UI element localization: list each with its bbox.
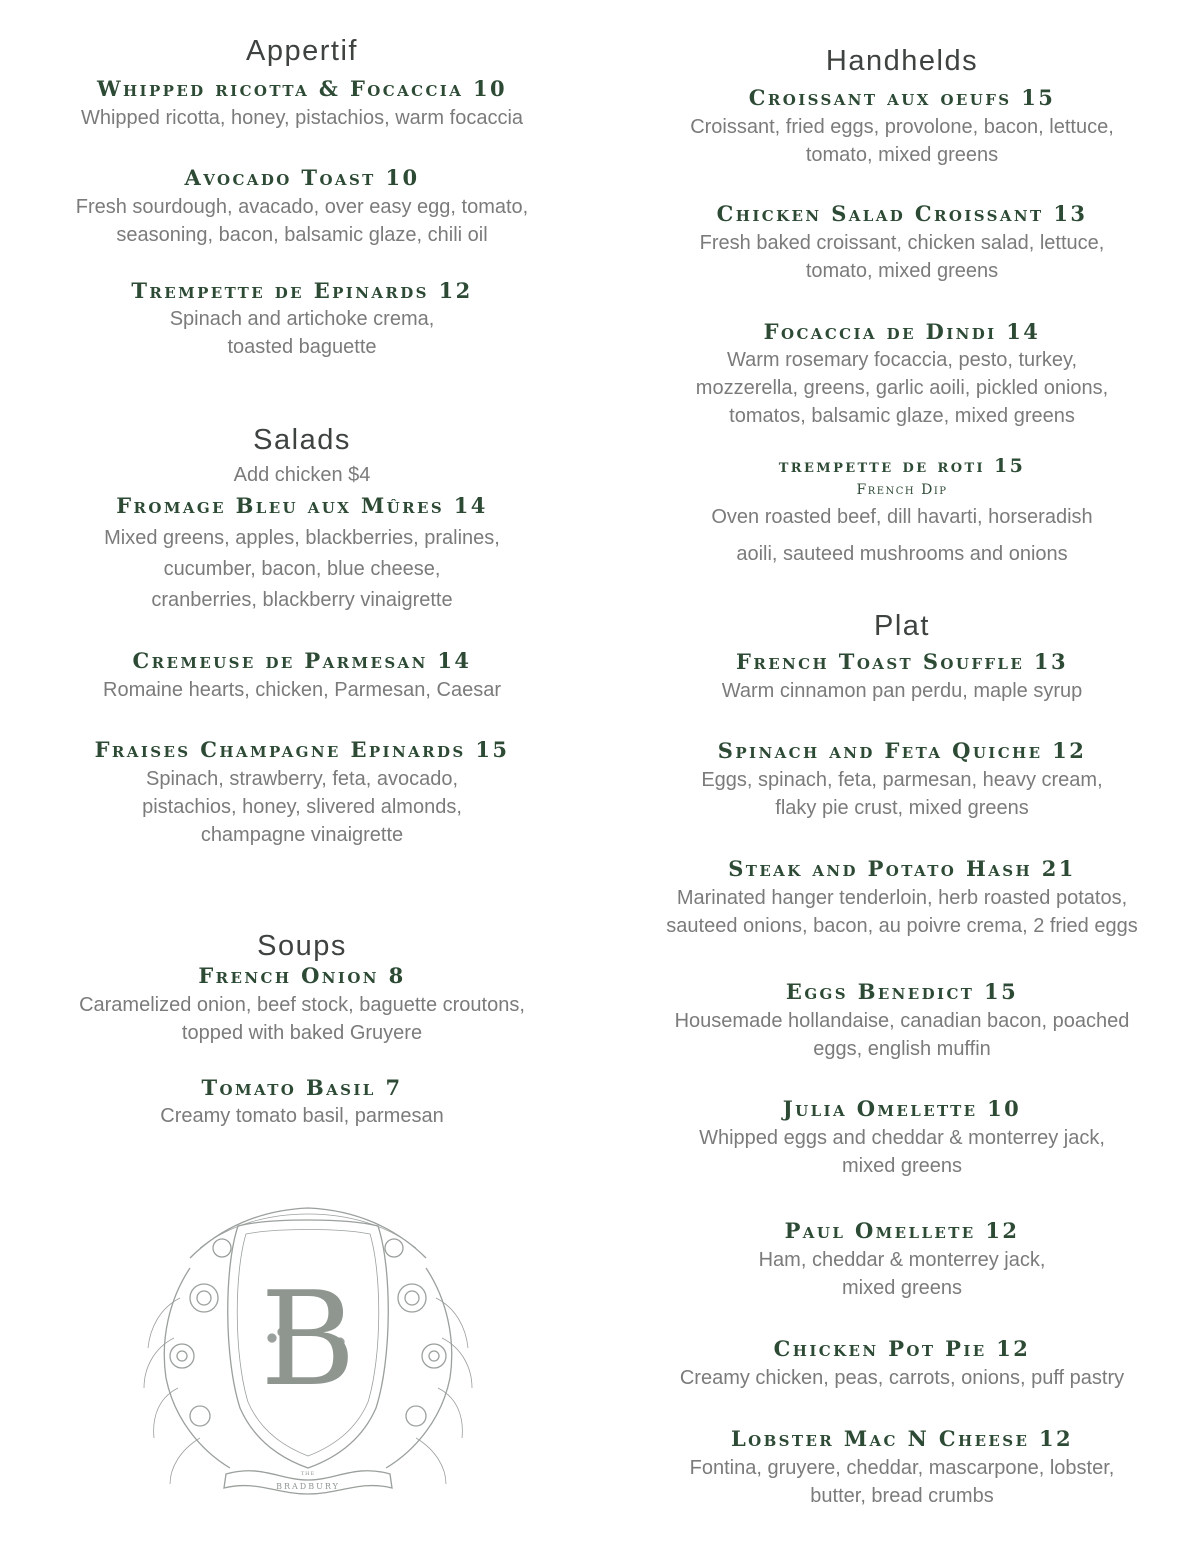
- menu-item-name: Focaccia de Dindi 14: [763, 319, 1041, 344]
- menu-item-description: Oven roasted beef, dill havarti, horseradish: [711, 506, 1093, 528]
- ribbon-text: BRADBURY: [276, 1482, 340, 1491]
- menu-item-description: Warm cinnamon pan perdu, maple syrup: [721, 680, 1083, 702]
- menu-item-description: Ham, cheddar & monterrey jack,: [758, 1249, 1046, 1271]
- monogram-letter: B: [260, 1263, 356, 1415]
- section-heading-appetizers: Appertif: [246, 35, 358, 67]
- section-heading-handhelds: Handhelds: [825, 45, 979, 77]
- menu-item-description: eggs, english muffin: [813, 1038, 991, 1060]
- menu-item-description: Romaine hearts, chicken, Parmesan, Caesar: [103, 679, 501, 701]
- menu-item-description: Creamy tomato basil, parmesan: [160, 1105, 444, 1127]
- bradbury-crest-logo: [130, 1188, 486, 1500]
- menu-item-description: mixed greens: [841, 1277, 963, 1299]
- section-heading-soups: Soups: [257, 930, 347, 962]
- menu-item-description: mixed greens: [841, 1155, 963, 1177]
- menu-item-name: trempette de roti 15: [778, 455, 1026, 477]
- menu-item-name: Chicken Salad Croissant 13: [716, 201, 1088, 226]
- menu-item-name: Chicken Pot Pie 12: [773, 1336, 1031, 1361]
- menu-item-name: Fromage Bleu aux Mûres 14: [116, 493, 488, 518]
- menu-item-name: Cremeuse de Parmesan 14: [132, 648, 472, 673]
- menu-item-name: Croissant aux oeufs 15: [748, 85, 1056, 110]
- menu-item-description: tomato, mixed greens: [805, 144, 999, 166]
- menu-item-name: Avocado Toast 10: [184, 165, 420, 190]
- menu-item-description: toasted baguette: [227, 336, 377, 358]
- menu-item-description: aoili, sauteed mushrooms and onions: [736, 543, 1068, 565]
- menu-item-description: sauteed onions, bacon, au poivre crema, 2 fried eggs: [666, 915, 1138, 937]
- menu-item-subtitle: French Dip: [856, 482, 948, 498]
- menu-item-name: Julia Omelette 10: [782, 1096, 1022, 1121]
- menu-item-description: Caramelized onion, beef stock, baguette croutons,: [79, 994, 525, 1016]
- menu-item-description: Whipped ricotta, honey, pistachios, warm focaccia: [80, 107, 524, 129]
- menu-item-description: cranberries, blackberry vinaigrette: [151, 589, 453, 611]
- salads-note: Add chicken $4: [233, 464, 371, 486]
- menu-item-name: French Toast Souffle 13: [736, 649, 1068, 674]
- menu-item-name: Paul Omellete 12: [784, 1218, 1020, 1243]
- menu-item-name: Steak and Potato Hash 21: [728, 856, 1076, 881]
- menu-item-description: Spinach, strawberry, feta, avocado,: [145, 768, 458, 790]
- menu-item-description: Warm rosemary focaccia, pesto, turkey,: [726, 349, 1078, 371]
- menu-item-description: Fresh baked croissant, chicken salad, lettuce,: [699, 232, 1105, 254]
- menu-item-description: mozzerella, greens, garlic aoili, pickled onions,: [695, 377, 1109, 399]
- menu-item-description: Fontina, gruyere, cheddar, mascarpone, lobster,: [689, 1457, 1115, 1479]
- menu-item-description: Mixed greens, apples, blackberries, pralines,: [104, 527, 500, 549]
- menu-item-description: Spinach and artichoke crema,: [169, 308, 435, 330]
- menu-item-name: Whipped ricotta & Focaccia 10: [97, 76, 507, 101]
- menu-item-description: Croissant, fried eggs, provolone, bacon, lettuce,: [690, 116, 1114, 138]
- menu-item-description: Housemade hollandaise, canadian bacon, poached: [674, 1010, 1130, 1032]
- menu-item-name: Trempette de Epinards 12: [131, 278, 473, 303]
- menu-item-description: pistachios, honey, slivered almonds,: [142, 796, 462, 818]
- menu-item-name: Spinach and Feta Quiche 12: [717, 738, 1087, 763]
- menu-item-name: Lobster Mac N Cheese 12: [730, 1426, 1074, 1451]
- menu-item-description: cucumber, bacon, blue cheese,: [163, 558, 441, 580]
- menu-item-name: Fraises Champagne Epinards 15: [94, 737, 510, 762]
- section-heading-salads: Salads: [253, 424, 351, 456]
- menu-item-description: butter, bread crumbs: [810, 1485, 994, 1507]
- menu-item-description: Fresh sourdough, avacado, over easy egg, tomato,: [75, 196, 529, 218]
- menu-item-description: Creamy chicken, peas, carrots, onions, puff pastry: [679, 1367, 1125, 1389]
- menu-item-description: tomato, mixed greens: [805, 260, 999, 282]
- section-heading-plat: Plat: [874, 610, 930, 642]
- menu-item-description: seasoning, bacon, balsamic glaze, chili oil: [116, 224, 488, 246]
- menu-item-description: Eggs, spinach, feta, parmesan, heavy cream,: [701, 769, 1103, 791]
- menu-item-description: Whipped eggs and cheddar & monterrey jack,: [699, 1127, 1105, 1149]
- menu-item-name: Tomato Basil 7: [201, 1075, 403, 1100]
- menu-item-description: topped with baked Gruyere: [181, 1022, 423, 1044]
- menu-item-description: Marinated hanger tenderloin, herb roasted potatos,: [676, 887, 1128, 909]
- menu-item-description: flaky pie crust, mixed greens: [775, 797, 1029, 819]
- menu-item-name: French Onion 8: [198, 963, 406, 988]
- menu-item-name: Eggs Benedict 15: [785, 979, 1019, 1004]
- menu-item-description: champagne vinaigrette: [200, 824, 404, 846]
- ribbon-text-small: THE: [300, 1471, 316, 1477]
- menu-item-description: tomatos, balsamic glaze, mixed greens: [729, 405, 1075, 427]
